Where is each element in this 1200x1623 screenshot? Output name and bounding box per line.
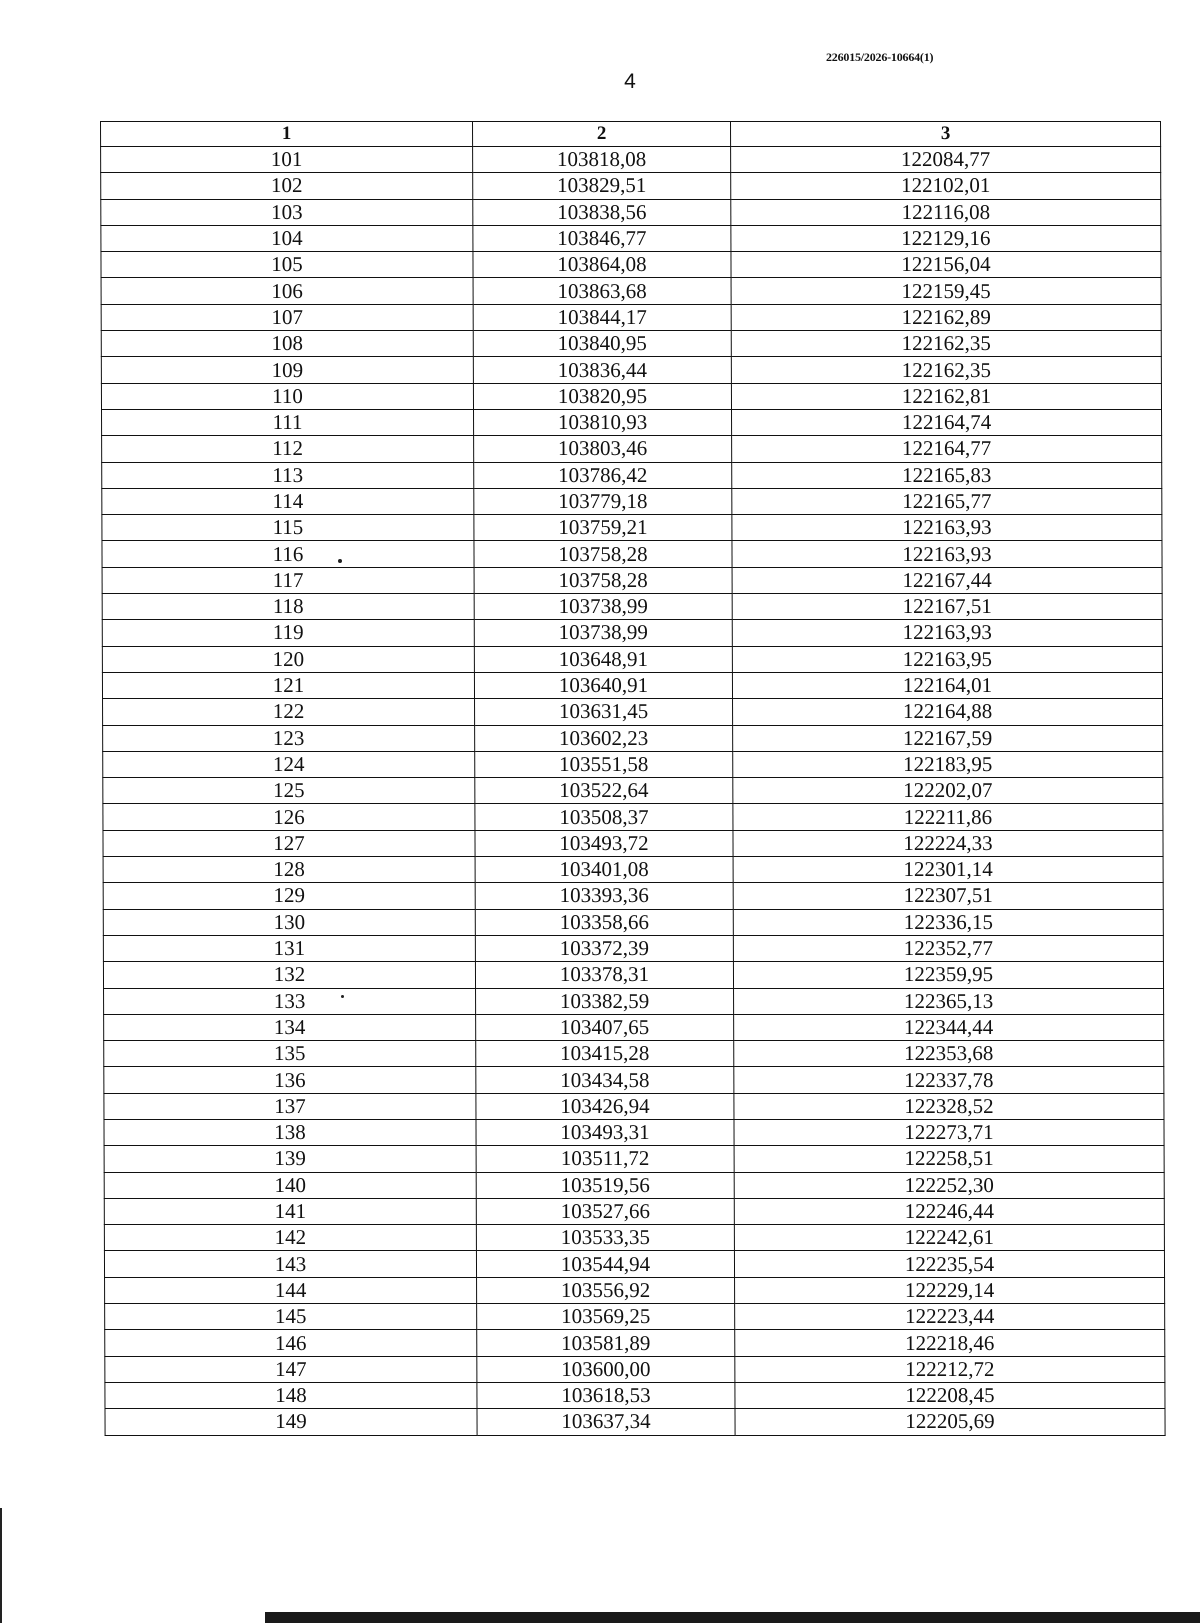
point-number-cell: 149 xyxy=(105,1409,477,1435)
x-coordinate-cell: 103378,31 xyxy=(475,962,733,988)
y-coordinate-cell: 122159,45 xyxy=(731,278,1161,304)
y-coordinate-cell: 122202,07 xyxy=(733,778,1163,804)
y-coordinate-cell: 122337,78 xyxy=(734,1067,1164,1093)
y-coordinate-cell: 122164,01 xyxy=(732,672,1162,698)
table-row xyxy=(105,1277,1165,1303)
y-coordinate-cell: 122162,89 xyxy=(731,304,1161,330)
table-row xyxy=(104,1014,1164,1040)
y-coordinate-cell: 122258,51 xyxy=(734,1146,1164,1172)
point-number-cell: 126 xyxy=(103,804,475,830)
y-coordinate-cell: 122164,88 xyxy=(733,699,1163,725)
point-number-cell: 116 xyxy=(102,541,474,567)
scan-margin-mark xyxy=(0,1508,2,1623)
y-coordinate-cell: 122242,61 xyxy=(734,1225,1164,1251)
x-coordinate-cell: 103648,91 xyxy=(474,646,732,672)
y-coordinate-cell: 122205,69 xyxy=(735,1409,1165,1435)
x-coordinate-cell: 103493,31 xyxy=(476,1119,734,1145)
x-coordinate-cell: 103738,99 xyxy=(474,594,732,620)
scan-speck xyxy=(341,995,344,998)
point-number-cell: 107 xyxy=(101,304,473,330)
x-coordinate-cell: 103522,64 xyxy=(475,778,733,804)
column-header-3: 3 xyxy=(731,122,1161,147)
table-row xyxy=(103,909,1163,935)
table-row xyxy=(103,830,1163,856)
y-coordinate-cell: 122229,14 xyxy=(735,1277,1165,1303)
point-number-cell: 123 xyxy=(103,725,475,751)
point-number-cell: 113 xyxy=(102,462,474,488)
x-coordinate-cell: 103863,68 xyxy=(473,278,731,304)
point-number-cell: 148 xyxy=(105,1382,477,1408)
x-coordinate-cell: 103631,45 xyxy=(475,699,733,725)
x-coordinate-cell: 103836,44 xyxy=(473,357,731,383)
x-coordinate-cell: 103758,28 xyxy=(474,567,732,593)
y-coordinate-cell: 122163,95 xyxy=(732,646,1162,672)
point-number-cell: 134 xyxy=(104,1014,476,1040)
table-row xyxy=(101,199,1161,225)
table-row xyxy=(103,935,1163,961)
table-row xyxy=(101,147,1161,173)
y-coordinate-cell: 122162,35 xyxy=(731,357,1161,383)
table-row xyxy=(104,1041,1164,1067)
table-row xyxy=(104,1172,1164,1198)
y-coordinate-cell: 122208,45 xyxy=(735,1382,1165,1408)
table-row xyxy=(105,1409,1165,1435)
table-row xyxy=(102,567,1162,593)
table-row xyxy=(104,1067,1164,1093)
point-number-cell: 109 xyxy=(101,357,473,383)
point-number-cell: 124 xyxy=(103,751,475,777)
table-row xyxy=(104,1146,1164,1172)
table-row xyxy=(103,778,1163,804)
x-coordinate-cell: 103382,59 xyxy=(476,988,734,1014)
y-coordinate-cell: 122235,54 xyxy=(734,1251,1164,1277)
x-coordinate-cell: 103533,35 xyxy=(476,1225,734,1251)
column-header-1: 1 xyxy=(101,122,473,147)
point-number-cell: 121 xyxy=(102,672,474,698)
y-coordinate-cell: 122165,77 xyxy=(732,488,1162,514)
point-number-cell: 140 xyxy=(104,1172,476,1198)
x-coordinate-cell: 103759,21 xyxy=(474,515,732,541)
table-row xyxy=(105,1356,1165,1382)
point-number-cell: 114 xyxy=(102,488,474,514)
point-number-cell: 128 xyxy=(103,857,475,883)
table-row xyxy=(104,988,1164,1014)
x-coordinate-cell: 103844,17 xyxy=(473,304,731,330)
y-coordinate-cell: 122167,59 xyxy=(733,725,1163,751)
x-coordinate-cell: 103738,99 xyxy=(474,620,732,646)
x-coordinate-cell: 103511,72 xyxy=(476,1146,734,1172)
y-coordinate-cell: 122353,68 xyxy=(734,1041,1164,1067)
x-coordinate-cell: 103637,34 xyxy=(477,1409,735,1435)
table-row xyxy=(104,1198,1164,1224)
x-coordinate-cell: 103820,95 xyxy=(473,383,731,409)
x-coordinate-cell: 103581,89 xyxy=(477,1330,735,1356)
y-coordinate-cell: 122102,01 xyxy=(731,173,1161,199)
x-coordinate-cell: 103426,94 xyxy=(476,1093,734,1119)
y-coordinate-cell: 122164,77 xyxy=(732,436,1162,462)
point-number-cell: 120 xyxy=(102,646,474,672)
y-coordinate-cell: 122164,74 xyxy=(732,409,1162,435)
x-coordinate-cell: 103758,28 xyxy=(474,541,732,567)
x-coordinate-cell: 103407,65 xyxy=(476,1014,734,1040)
point-number-cell: 111 xyxy=(102,409,474,435)
y-coordinate-cell: 122224,33 xyxy=(733,830,1163,856)
x-coordinate-cell: 103372,39 xyxy=(475,935,733,961)
y-coordinate-cell: 122328,52 xyxy=(734,1093,1164,1119)
x-coordinate-cell: 103358,66 xyxy=(475,909,733,935)
table-header-row xyxy=(101,122,1161,147)
table-row xyxy=(102,409,1162,435)
point-number-cell: 122 xyxy=(103,699,475,725)
y-coordinate-cell: 122252,30 xyxy=(734,1172,1164,1198)
x-coordinate-cell: 103527,66 xyxy=(476,1198,734,1224)
y-coordinate-cell: 122116,08 xyxy=(731,199,1161,225)
x-coordinate-cell: 103508,37 xyxy=(475,804,733,830)
y-coordinate-cell: 122365,13 xyxy=(734,988,1164,1014)
x-coordinate-cell: 103864,08 xyxy=(473,252,731,278)
x-coordinate-cell: 103401,08 xyxy=(475,857,733,883)
point-number-cell: 112 xyxy=(102,436,474,462)
table-row xyxy=(103,857,1163,883)
y-coordinate-cell: 122211,86 xyxy=(733,804,1163,830)
table-row xyxy=(104,1119,1164,1145)
x-coordinate-cell: 103829,51 xyxy=(473,173,731,199)
point-number-cell: 141 xyxy=(104,1198,476,1224)
x-coordinate-cell: 103434,58 xyxy=(476,1067,734,1093)
point-number-cell: 147 xyxy=(105,1356,477,1382)
x-coordinate-cell: 103600,00 xyxy=(477,1356,735,1382)
x-coordinate-cell: 103393,36 xyxy=(475,883,733,909)
table-row xyxy=(102,646,1162,672)
x-coordinate-cell: 103810,93 xyxy=(474,409,732,435)
table-row xyxy=(103,699,1163,725)
y-coordinate-cell: 122223,44 xyxy=(735,1304,1165,1330)
y-coordinate-cell: 122336,15 xyxy=(733,909,1163,935)
point-number-cell: 142 xyxy=(104,1225,476,1251)
table-row xyxy=(102,462,1162,488)
table-row xyxy=(102,594,1162,620)
page-number: 4 xyxy=(624,70,636,93)
x-coordinate-cell: 103818,08 xyxy=(473,147,731,173)
point-number-cell: 125 xyxy=(103,778,475,804)
y-coordinate-cell: 122246,44 xyxy=(734,1198,1164,1224)
table-row xyxy=(102,541,1162,567)
table-body xyxy=(101,147,1165,1436)
point-number-cell: 104 xyxy=(101,225,473,251)
point-number-cell: 137 xyxy=(104,1093,476,1119)
x-coordinate-cell: 103493,72 xyxy=(475,830,733,856)
y-coordinate-cell: 122352,77 xyxy=(733,935,1163,961)
point-number-cell: 132 xyxy=(103,962,475,988)
table-row xyxy=(101,278,1161,304)
table-row xyxy=(101,173,1161,199)
y-coordinate-cell: 122167,51 xyxy=(732,594,1162,620)
x-coordinate-cell: 103803,46 xyxy=(474,436,732,462)
y-coordinate-cell: 122162,81 xyxy=(731,383,1161,409)
table-row xyxy=(101,357,1161,383)
coordinates-table xyxy=(100,121,1166,1436)
point-number-cell: 136 xyxy=(104,1067,476,1093)
y-coordinate-cell: 122307,51 xyxy=(733,883,1163,909)
table-row xyxy=(103,751,1163,777)
x-coordinate-cell: 103519,56 xyxy=(476,1172,734,1198)
y-coordinate-cell: 122156,04 xyxy=(731,252,1161,278)
table-row xyxy=(104,1251,1164,1277)
point-number-cell: 119 xyxy=(102,620,474,646)
table-row xyxy=(101,225,1161,251)
table-row xyxy=(104,1225,1164,1251)
y-coordinate-cell: 122344,44 xyxy=(734,1014,1164,1040)
point-number-cell: 110 xyxy=(101,383,473,409)
table-row xyxy=(102,672,1162,698)
table-row xyxy=(103,962,1163,988)
y-coordinate-cell: 122163,93 xyxy=(732,515,1162,541)
table-row xyxy=(101,383,1161,409)
point-number-cell: 139 xyxy=(104,1146,476,1172)
scan-bottom-bar xyxy=(265,1612,1200,1623)
point-number-cell: 143 xyxy=(104,1251,476,1277)
point-number-cell: 144 xyxy=(105,1277,477,1303)
point-number-cell: 108 xyxy=(101,331,473,357)
point-number-cell: 135 xyxy=(104,1041,476,1067)
point-number-cell: 106 xyxy=(101,278,473,304)
table-row xyxy=(103,804,1163,830)
table-row xyxy=(105,1304,1165,1330)
x-coordinate-cell: 103618,53 xyxy=(477,1382,735,1408)
point-number-cell: 146 xyxy=(105,1330,477,1356)
table-row xyxy=(103,883,1163,909)
table-row xyxy=(101,304,1161,330)
table-row xyxy=(102,620,1162,646)
x-coordinate-cell: 103779,18 xyxy=(474,488,732,514)
x-coordinate-cell: 103556,92 xyxy=(477,1277,735,1303)
point-number-cell: 102 xyxy=(101,173,473,199)
y-coordinate-cell: 122359,95 xyxy=(733,962,1163,988)
x-coordinate-cell: 103602,23 xyxy=(475,725,733,751)
point-number-cell: 103 xyxy=(101,199,473,225)
x-coordinate-cell: 103640,91 xyxy=(474,672,732,698)
x-coordinate-cell: 103569,25 xyxy=(477,1304,735,1330)
point-number-cell: 131 xyxy=(103,935,475,961)
y-coordinate-cell: 122084,77 xyxy=(731,147,1161,173)
y-coordinate-cell: 122301,14 xyxy=(733,857,1163,883)
table-row xyxy=(101,331,1161,357)
y-coordinate-cell: 122165,83 xyxy=(732,462,1162,488)
y-coordinate-cell: 122129,16 xyxy=(731,225,1161,251)
y-coordinate-cell: 122212,72 xyxy=(735,1356,1165,1382)
table-row xyxy=(102,488,1162,514)
table-row xyxy=(103,725,1163,751)
column-header-2: 2 xyxy=(473,122,731,147)
y-coordinate-cell: 122163,93 xyxy=(732,541,1162,567)
x-coordinate-cell: 103551,58 xyxy=(475,751,733,777)
scan-speck xyxy=(338,559,342,563)
table-row xyxy=(101,252,1161,278)
y-coordinate-cell: 122167,44 xyxy=(732,567,1162,593)
x-coordinate-cell: 103415,28 xyxy=(476,1041,734,1067)
document-number: 226015/2026-10664(1) xyxy=(826,50,934,64)
y-coordinate-cell: 122162,35 xyxy=(731,331,1161,357)
point-number-cell: 127 xyxy=(103,830,475,856)
x-coordinate-cell: 103840,95 xyxy=(473,331,731,357)
point-number-cell: 133 xyxy=(104,988,476,1014)
point-number-cell: 145 xyxy=(105,1304,477,1330)
y-coordinate-cell: 122273,71 xyxy=(734,1119,1164,1145)
table-row xyxy=(104,1093,1164,1119)
y-coordinate-cell: 122218,46 xyxy=(735,1330,1165,1356)
point-number-cell: 105 xyxy=(101,252,473,278)
point-number-cell: 118 xyxy=(102,594,474,620)
x-coordinate-cell: 103786,42 xyxy=(474,462,732,488)
point-number-cell: 130 xyxy=(103,909,475,935)
table-row xyxy=(102,515,1162,541)
point-number-cell: 115 xyxy=(102,515,474,541)
table-row xyxy=(105,1330,1165,1356)
table-row xyxy=(105,1382,1165,1408)
point-number-cell: 101 xyxy=(101,147,473,173)
point-number-cell: 129 xyxy=(103,883,475,909)
point-number-cell: 117 xyxy=(102,567,474,593)
x-coordinate-cell: 103838,56 xyxy=(473,199,731,225)
x-coordinate-cell: 103544,94 xyxy=(476,1251,734,1277)
table-row xyxy=(102,436,1162,462)
x-coordinate-cell: 103846,77 xyxy=(473,225,731,251)
point-number-cell: 138 xyxy=(104,1119,476,1145)
y-coordinate-cell: 122183,95 xyxy=(733,751,1163,777)
coordinates-table-container xyxy=(100,121,1166,1436)
y-coordinate-cell: 122163,93 xyxy=(732,620,1162,646)
